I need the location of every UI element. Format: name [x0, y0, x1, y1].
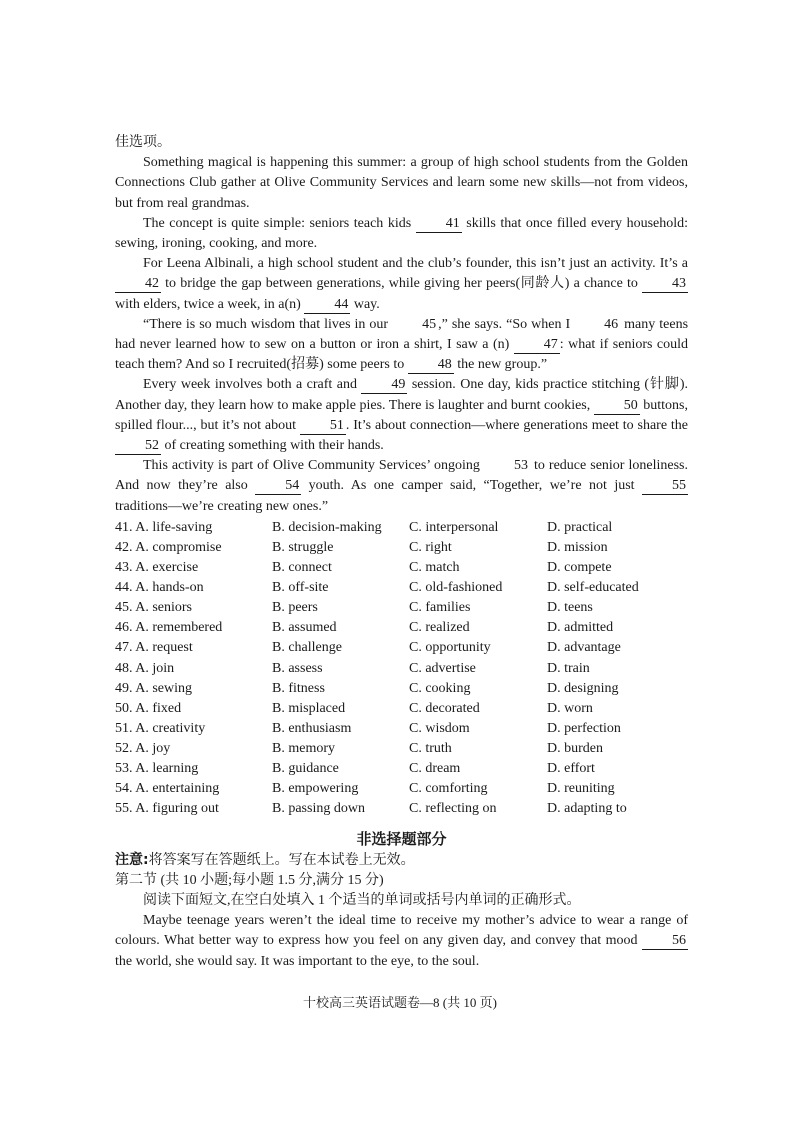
- page-content: [115, 133, 688, 972]
- option-a-text: A. hands-on: [135, 580, 204, 596]
- option-d: D. admitted: [547, 620, 614, 636]
- passage-paragraph-4: [115, 315, 688, 376]
- blank-41: 41: [416, 216, 462, 233]
- option-row: [115, 598, 688, 618]
- option-a-text: A. creativity: [135, 720, 206, 736]
- intro-tail: 佳选项。: [115, 135, 171, 150]
- option-row: [115, 518, 688, 538]
- option-b: B. misplaced: [272, 700, 346, 716]
- text-run: Every week involves both a craft and: [143, 377, 357, 393]
- blank-48: 48: [408, 357, 454, 374]
- text-run: . It’s about connection—where generations meet to share the: [345, 417, 689, 433]
- question-number: 52.: [115, 740, 133, 756]
- option-c: C. interpersonal: [409, 519, 499, 535]
- passage-paragraph-1: Something magical is happening this summer: a group of high school students from the Golden Connections Club gather at Olive Community Services and learn some new skills—not from videos, but from real grandmas.: [115, 155, 688, 211]
- option-d: D. effort: [547, 760, 595, 776]
- option-d: D. practical: [547, 519, 613, 535]
- blank-54: 54: [255, 478, 301, 495]
- text-run: session. One day, kids practice stitching (针脚). Another day, they learn how to make apple pies. There is laughter and burnt cookies,: [115, 377, 688, 413]
- option-row: [115, 538, 688, 558]
- option-row: [115, 638, 688, 658]
- option-a: [115, 679, 272, 699]
- option-c: C. comforting: [409, 781, 488, 797]
- text-run: ,” she says. “So when I: [438, 316, 571, 332]
- option-a: [115, 598, 272, 618]
- text-run: with elders, twice a week, in a(n): [115, 296, 301, 312]
- option-a: [115, 518, 272, 538]
- text-run: the world, she would say. It was important to the eye, to the soul.: [115, 953, 480, 969]
- option-a-text: A. life-saving: [135, 519, 213, 535]
- option-a: [115, 719, 272, 739]
- option-b: B. memory: [272, 740, 335, 756]
- answer-options: [115, 518, 688, 819]
- text-run: to bridge the gap between generations, while giving her peers(同龄人) a chance to: [165, 276, 638, 292]
- option-row: [115, 618, 688, 638]
- option-c: C. opportunity: [409, 640, 491, 656]
- option-a: [115, 659, 272, 679]
- text-run: to reduce senior loneliness. And now they’re also: [115, 458, 689, 494]
- option-b: B. assess: [272, 660, 323, 676]
- blank-50: 50: [594, 398, 640, 415]
- option-a: [115, 618, 272, 638]
- option-a: [115, 739, 272, 759]
- part-heading: 第二节 (共 10 小题;每小题 1.5 分,满分 15 分): [115, 873, 384, 889]
- note-label: 注意:: [115, 852, 149, 869]
- text-run: This activity is part of Olive Community Services’ ongoing: [143, 458, 480, 474]
- blank-46: 46: [604, 316, 619, 332]
- option-c: C. decorated: [409, 700, 480, 716]
- option-b: B. assumed: [272, 620, 337, 636]
- question-number: 53.: [115, 760, 133, 776]
- option-c: C. reflecting on: [409, 801, 497, 817]
- text-run: skills that once filled every household: sewing, ironing, cooking, and more.: [115, 215, 689, 252]
- blank-49: 49: [361, 377, 407, 394]
- option-row: [115, 739, 688, 759]
- text-run: many teens had never learned how to sew on a button or iron a shirt, I saw a (n): [115, 316, 689, 353]
- option-a: [115, 799, 272, 819]
- option-a-text: A. request: [135, 640, 193, 656]
- option-d: D. advantage: [547, 640, 621, 656]
- option-c: C. truth: [409, 740, 452, 756]
- option-a-text: A. exercise: [135, 560, 199, 576]
- question-number: 48.: [115, 660, 133, 676]
- option-d: D. burden: [547, 740, 603, 756]
- option-row: [115, 799, 688, 819]
- blank-51: 51: [300, 418, 346, 435]
- option-row: [115, 659, 688, 679]
- option-b: B. enthusiasm: [272, 720, 352, 736]
- blank-45: 45: [422, 316, 437, 332]
- question-number: 50.: [115, 700, 133, 716]
- option-d: D. teens: [547, 600, 593, 616]
- option-row: [115, 719, 688, 739]
- option-a: [115, 578, 272, 598]
- note-text: 将答案写在答题纸上。写在本试卷上无效。: [148, 853, 415, 869]
- text-run: the new group.”: [457, 357, 548, 373]
- question-number: 44.: [115, 580, 133, 596]
- passage-paragraph-6: [115, 456, 688, 517]
- option-a: [115, 759, 272, 779]
- option-b: B. empowering: [272, 781, 359, 797]
- option-d: D. adapting to: [547, 801, 627, 817]
- question-number: 49.: [115, 680, 133, 696]
- blank-44: 44: [304, 297, 350, 314]
- question-number: 46.: [115, 620, 133, 636]
- option-c: C. families: [409, 600, 471, 616]
- text-run: : what if seniors could teach them? And so I recruited(招募) some peers to: [115, 337, 688, 373]
- option-a: [115, 558, 272, 578]
- blank-53: 53: [513, 458, 528, 474]
- section-title: 非选择题部分: [356, 830, 447, 849]
- option-c: C. advertise: [409, 660, 476, 676]
- text-run: For Leena Albinali, a high school student and the club’s founder, this isn’t just an activity. It’s a: [143, 256, 688, 272]
- passage-paragraph-2: [115, 214, 688, 254]
- passage-paragraph-3: [115, 254, 688, 315]
- option-a-text: A. joy: [135, 740, 171, 756]
- option-d: D. mission: [547, 539, 608, 555]
- option-b: B. passing down: [272, 801, 365, 817]
- option-a: [115, 699, 272, 719]
- option-b: B. decision-making: [272, 519, 382, 535]
- text-run: “There is so much wisdom that lives in our: [143, 316, 389, 332]
- blank-52: 52: [115, 438, 161, 455]
- text-run: of creating something with their hands.: [164, 438, 384, 454]
- option-a-text: A. learning: [135, 760, 199, 776]
- note: [115, 850, 688, 871]
- option-a: [115, 538, 272, 558]
- option-d: D. train: [547, 660, 590, 676]
- option-b: B. connect: [272, 560, 332, 576]
- option-row: [115, 558, 688, 578]
- option-a-text: A. figuring out: [135, 801, 219, 817]
- blank-47: 47: [514, 337, 560, 354]
- option-c: C. dream: [409, 760, 461, 776]
- page-footer: 十校高三英语试题卷—8 (共 10 页): [303, 995, 497, 1010]
- option-a-text: A. compromise: [135, 539, 222, 555]
- option-c: C. right: [409, 539, 452, 555]
- option-row: [115, 699, 688, 719]
- option-c: C. wisdom: [409, 720, 470, 736]
- option-row: [115, 578, 688, 598]
- passage2-paragraph-1: [115, 911, 688, 972]
- option-row: [115, 779, 688, 799]
- question-number: 51.: [115, 720, 133, 736]
- blank-56: 56: [642, 933, 688, 950]
- text-run: The concept is quite simple: seniors teach kids: [143, 215, 412, 231]
- text-run: way.: [353, 296, 380, 312]
- option-d: D. reuniting: [547, 781, 615, 797]
- option-a-text: A. fixed: [135, 700, 182, 716]
- option-a-text: A. entertaining: [135, 781, 220, 797]
- option-c: C. old-fashioned: [409, 580, 503, 596]
- option-b: B. challenge: [272, 640, 342, 656]
- text-run: youth. As one camper said, “Together, we’re not just: [308, 478, 635, 494]
- instruction: 阅读下面短文,在空白处填入 1 个适当的单词或括号内单词的正确形式。: [143, 893, 581, 909]
- option-a-text: A. sewing: [135, 680, 193, 696]
- text-run: traditions—we’re creating new ones.”: [115, 498, 329, 514]
- option-d: D. compete: [547, 560, 612, 576]
- option-a-text: A. join: [135, 660, 175, 676]
- question-number: 41.: [115, 519, 133, 535]
- question-number: 42.: [115, 539, 133, 555]
- question-number: 47.: [115, 640, 133, 656]
- option-row: [115, 679, 688, 699]
- question-number: 54.: [115, 781, 133, 797]
- text-run: Maybe teenage years weren’t the ideal time to receive my mother’s advice to wear a range of colours. What better way to express how you feel on any given day, and convey that mood: [115, 913, 688, 949]
- blank-55: 55: [642, 478, 688, 495]
- text-run: buttons, spilled flour..., but it’s not about: [115, 397, 689, 433]
- option-a-text: A. remembered: [135, 620, 223, 636]
- option-b: B. guidance: [272, 760, 339, 776]
- option-b: B. peers: [272, 600, 318, 616]
- option-c: C. cooking: [409, 680, 471, 696]
- question-number: 45.: [115, 600, 133, 616]
- option-d: D. perfection: [547, 720, 621, 736]
- option-c: C. realized: [409, 620, 470, 636]
- option-row: [115, 759, 688, 779]
- blank-42: 42: [115, 276, 161, 293]
- option-b: B. off-site: [272, 580, 329, 596]
- option-a: [115, 779, 272, 799]
- blank-43: 43: [642, 276, 688, 293]
- option-b: B. fitness: [272, 680, 325, 696]
- option-d: D. designing: [547, 680, 619, 696]
- option-a: [115, 638, 272, 658]
- option-d: D. worn: [547, 700, 593, 716]
- option-b: B. struggle: [272, 539, 334, 555]
- option-c: C. match: [409, 560, 460, 576]
- question-number: 43.: [115, 560, 133, 576]
- option-d: D. self-educated: [547, 580, 639, 596]
- option-a-text: A. seniors: [135, 600, 193, 616]
- question-number: 55.: [115, 801, 133, 817]
- passage-paragraph-5: [115, 375, 688, 456]
